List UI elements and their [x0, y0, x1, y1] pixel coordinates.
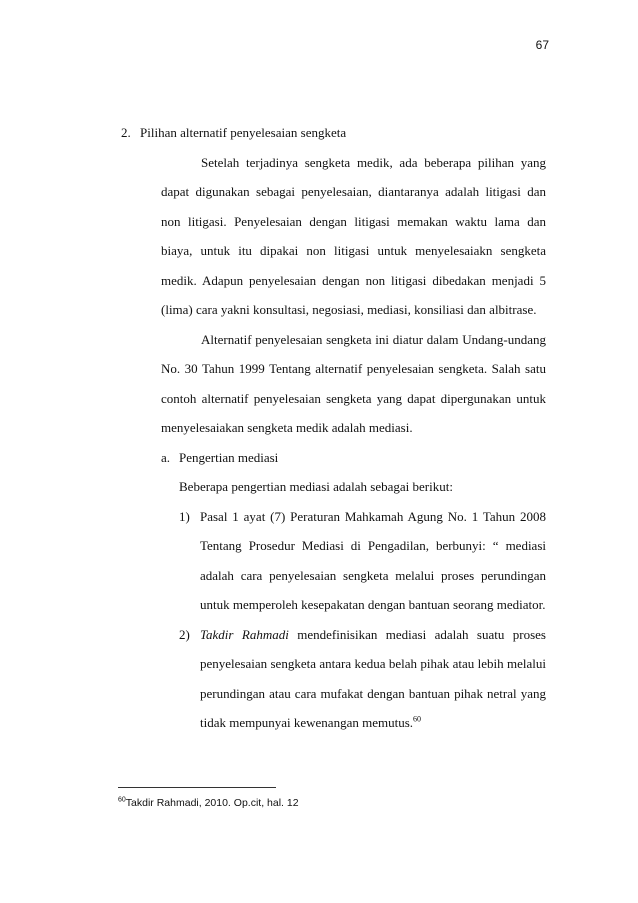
footnote-marker: 60	[118, 796, 126, 804]
footnote-reference[interactable]: 60	[413, 714, 422, 724]
footnote-divider	[118, 787, 276, 788]
list-item-text: mendefinisikan mediasi adalah suatu proses penyelesaian sengketa antara kedua belah pihak atau lebih melalui perundingan atau cara mufakat dengan bantuan pihak netral yang tidak mempunyai kewenangan memutus.	[200, 626, 546, 730]
subsection-intro: Beberapa pengertian mediasi adalah sebagai berikut:	[179, 479, 453, 494]
page-number: 67	[535, 38, 549, 52]
subsection-title: Pengertian mediasi	[179, 449, 279, 465]
document-body	[0, 118, 638, 738]
list-item-text: Pasal 1 ayat (7) Peraturan Mahkamah Agung No. 1 Tahun 2008 Tentang Prosedur Mediasi di Pengadilan, berbunyi: “ mediasi adalah cara penyelesaian sengketa melalui proses perundingan untuk memperoleh kesepakatan dengan bantuan seorang mediator.	[200, 508, 546, 612]
section-number: 2.	[121, 125, 131, 140]
list-item-number: 2)	[179, 626, 190, 642]
paragraph-2: Alternatif penyelesaian sengketa ini diatur dalam Undang-undang No. 30 Tahun 1999 Tentang alternatif penyelesaian sengketa. Salah satu contoh alternatif penyelesaian sengketa yang dapat dipergunakan untuk menyelesaiakan sengketa medik adalah mediasi.	[161, 331, 546, 435]
list-item-2	[179, 620, 546, 738]
list-item-number: 1)	[179, 508, 190, 524]
list-item-1	[179, 502, 546, 620]
subsection-heading	[0, 443, 546, 473]
paragraph-1: Setelah terjadinya sengketa medik, ada beberapa pilihan yang dapat digunakan sebagai penyelesaian, diantaranya adalah litigasi dan non litigasi. Penyelesaian dengan litigasi memakan waktu lama dan biaya, untuk itu dipakai non litigasi untuk menyelesaiakn sengketa medik. Adapun penyelesaian dengan non litigasi dibedakan menjadi 5 (lima) cara yakni konsultasi, negosiasi, mediasi, konsiliasi dan albitrase.	[161, 154, 546, 317]
section-title: Pilihan alternatif penyelesaian sengketa	[140, 125, 347, 140]
footnote	[118, 797, 299, 809]
author-name: Takdir Rahmadi	[200, 626, 289, 642]
section-heading	[0, 118, 546, 148]
footnote-text: Takdir Rahmadi, 2010. Op.cit, hal. 12	[125, 797, 299, 809]
subsection-letter: a.	[161, 449, 171, 465]
